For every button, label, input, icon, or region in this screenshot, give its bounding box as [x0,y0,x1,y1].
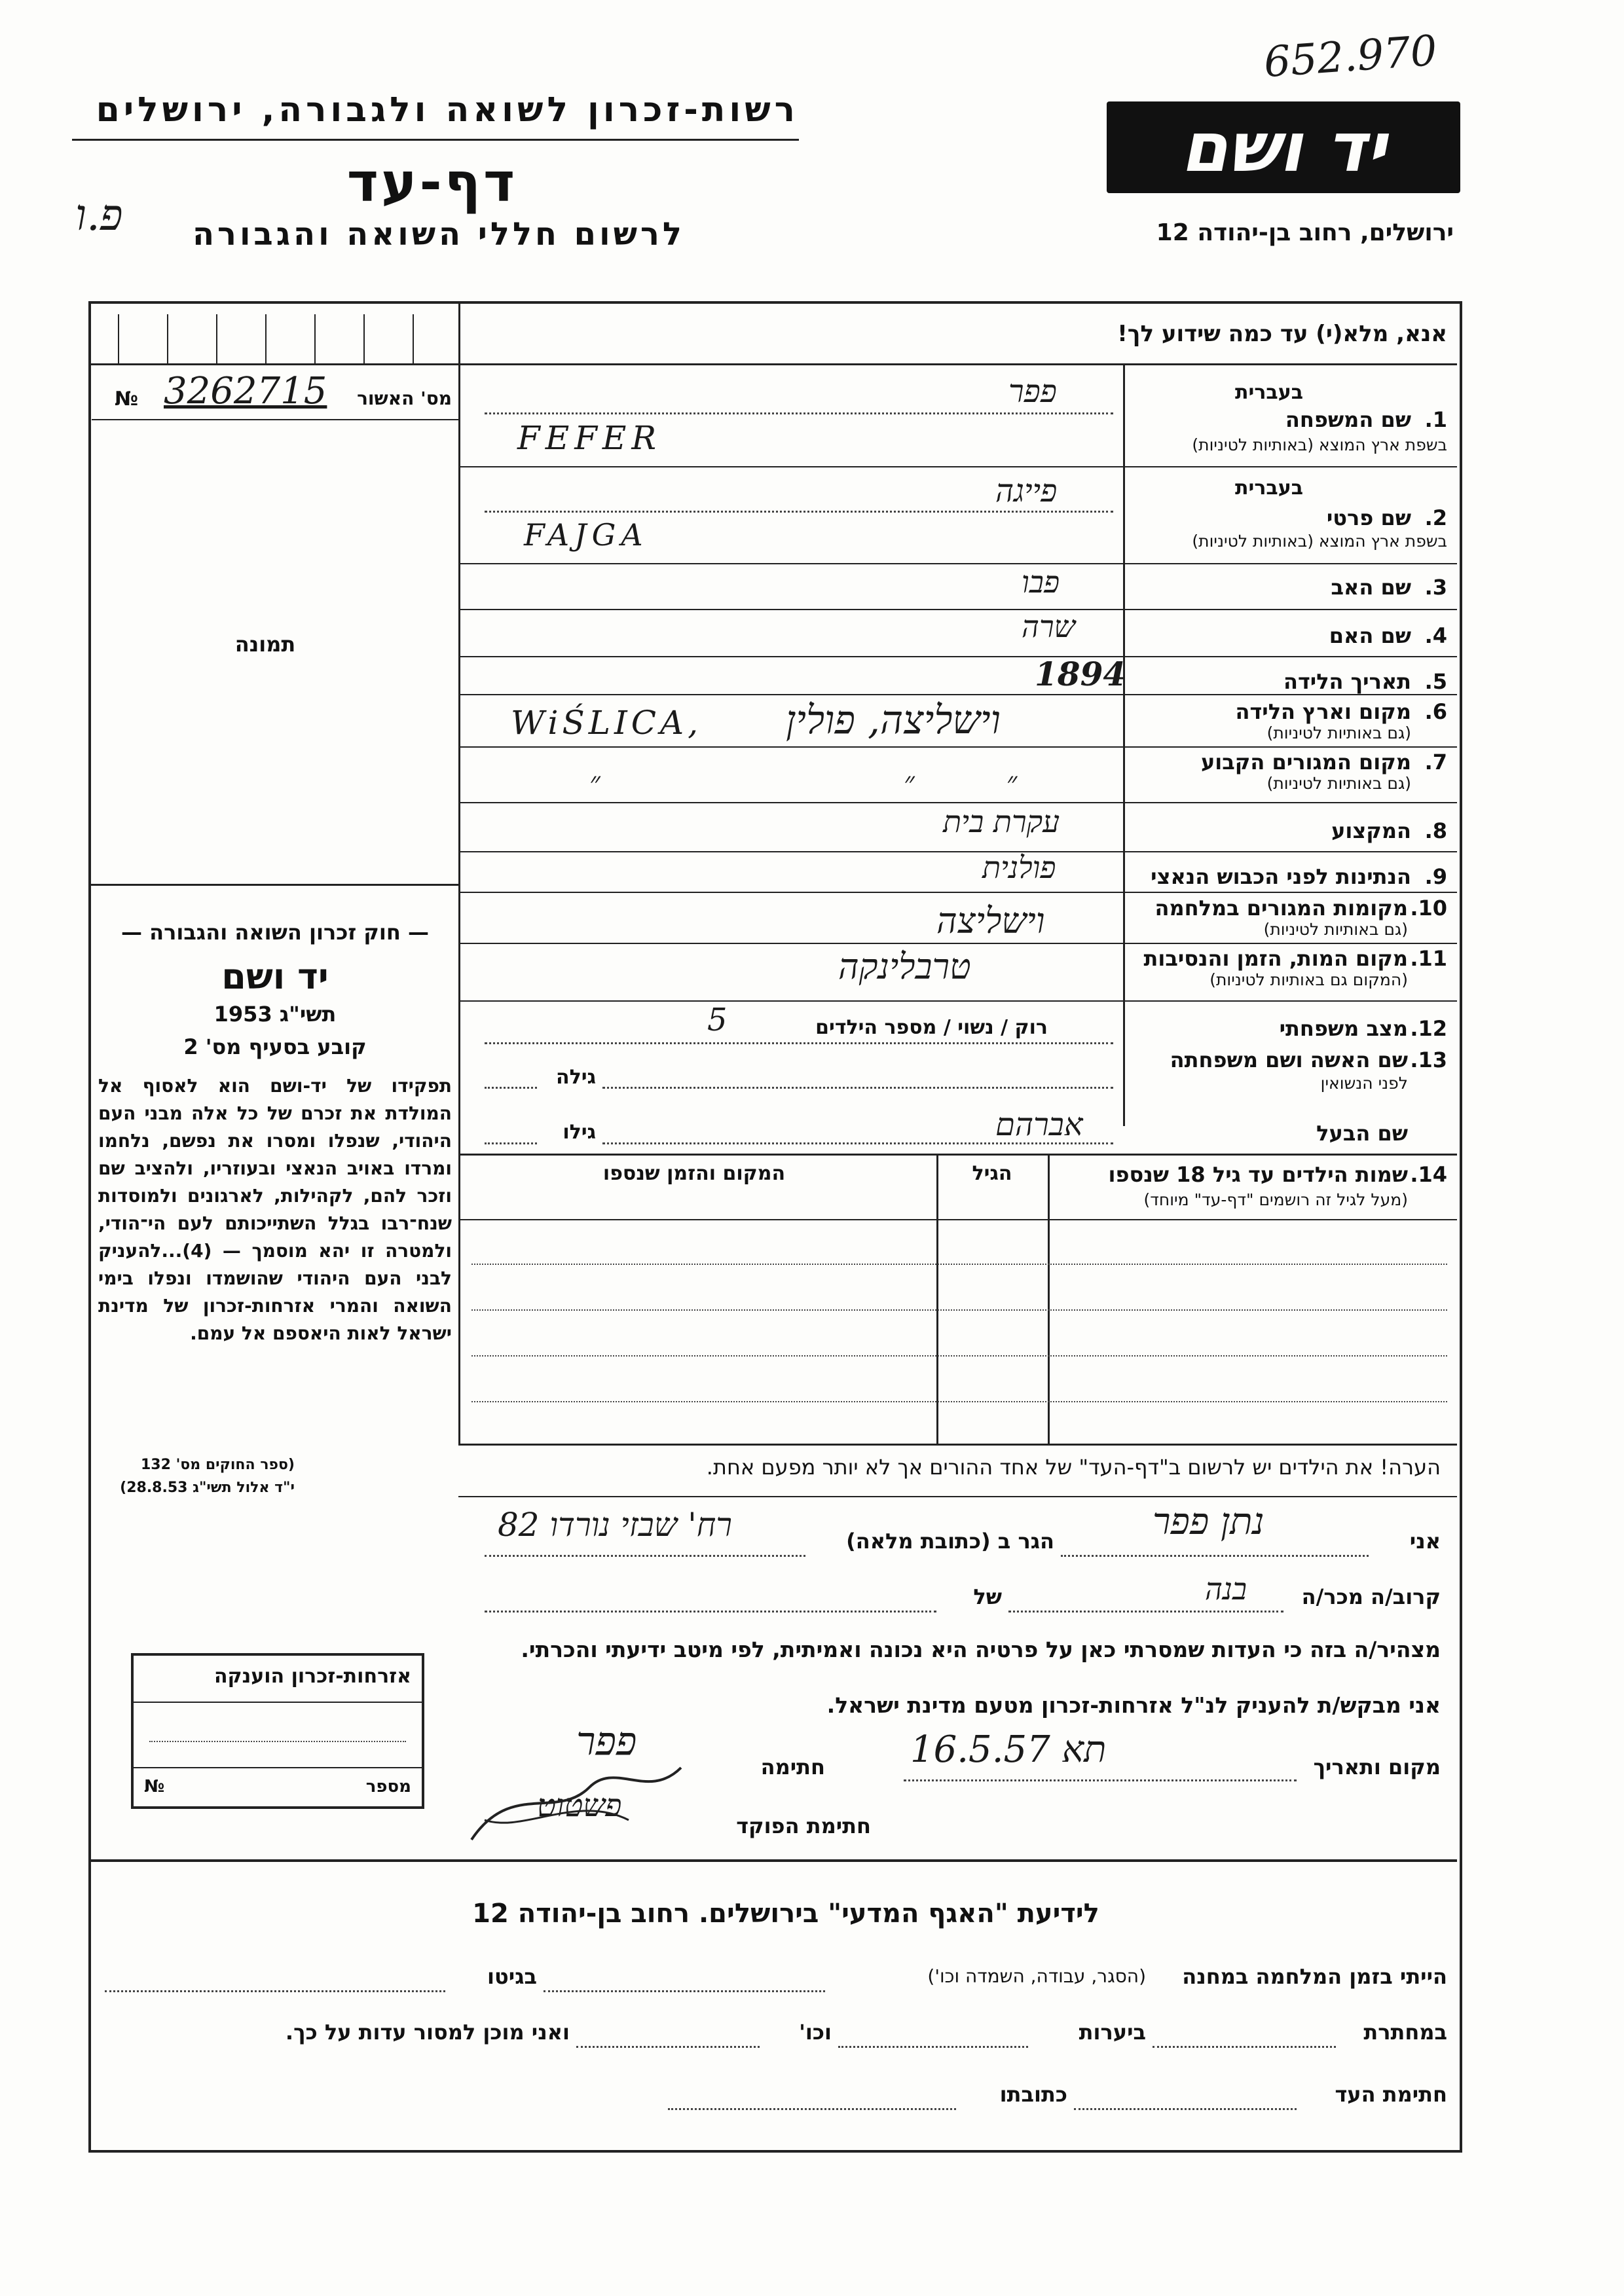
field2-sub: בשפת ארץ המוצא (באותיות לטיניות) [1192,532,1447,551]
field3-num: 3. [1424,575,1447,600]
yad-vashem-logo [1107,101,1460,193]
field14-sub: (מעל לגיל זה רושמים "דף-עד" מיוחד) [1143,1190,1408,1209]
field10-value: וישליצה [936,900,1045,941]
field1-label: שם המשפחה [1285,407,1411,432]
field10-sub: (גם באותיות לטיניות) [1263,920,1408,939]
field8-label: המקצוע [1331,818,1411,843]
relation-line [1008,1611,1283,1613]
col-place-header: המקום והזמן שנספו [602,1162,786,1185]
declarant-name-line [1061,1555,1369,1557]
footer-forests-line [838,2046,1028,2048]
request-text: אני מבקש/ת להעניק לנ"ל אזרחות-זכרון מטעם מדינת ישראל. [826,1692,1441,1718]
id-label: מס' האשור [357,388,452,409]
law-text: תפקידו של יד-ושם הוא לאסוף אל המולדת את זכרם של כל אלה מבני העם היהודי, שנפלו ומסרו את נפשם, נלחמו ומרדו באויב הנאצי ובעוזריו, ולהציב שם וזכר להם, לקהילות, לארגונים ולמוסדות שנח־רבו בגלל השתייכותם לעם הי־הודי, ולמטרה זו יהא מוסמך — (4)...להעניק לבני העם היהודי שהושמדו ונפלו בימי השואה והמרי אזרחות-זכרון של מדינת ישראל לאות היאספם אל עמם. [98,1075,452,1344]
footer-etc-label: וכו' [799,2020,832,2045]
citizenship-box-rule [134,1702,422,1703]
tick [314,314,316,363]
field11-rule [458,1000,1457,1002]
field13-label: שם האשה ושם משפחתה [1170,1048,1408,1072]
children-row-line [471,1401,1447,1402]
field7-label: מקום המגורים הקבוע [1200,750,1411,774]
shel-line [485,1611,936,1613]
field2-label: שם פרטי [1326,505,1411,530]
field13-line [602,1087,1113,1089]
field14-num: 14. [1410,1162,1447,1187]
law-name: יד ושם [221,956,329,997]
children-bottom-rule [458,1444,1457,1446]
instruction: אנא, מלא(י) עד כמה שידוע לך! [1117,321,1447,347]
field12-num: 12. [1410,1016,1447,1041]
field9-label: הנתינות לפני הכבוש הנאצי [1151,864,1411,889]
field6-label: מקום וארץ הלידה [1235,699,1411,724]
ani-label: אני [1409,1529,1441,1554]
children-row-line [471,1264,1447,1265]
place-date-value: תא 16.5.57 [910,1728,1107,1771]
field4-label: שם האם [1329,623,1411,648]
signature-scribble [458,1741,694,1853]
tick [265,314,267,363]
footer-rule [90,1859,1457,1862]
field4-value: שרה [1022,609,1076,644]
shel-label: של [973,1584,1002,1609]
field5-num: 5. [1424,669,1447,694]
field11-num: 11. [1410,946,1447,971]
field5-rule [458,694,1457,695]
field5-label: תאריך הלידה [1283,669,1411,694]
law-clause: קובע בסעיף מס' 2 [183,1034,367,1059]
footer-ghetto-line [105,1990,445,1992]
footer-camp-sub: (הסגר, עבודה, השמדה וכו') [927,1965,1146,1987]
field3-label: שם האב [1331,575,1411,600]
footer-title: לידיעת "האגף המדעי" בירושלים. רחוב בן-יהודה 12 [472,1899,1099,1929]
footer-underground-line [1153,2046,1336,2048]
children-row-line [471,1355,1447,1357]
field8-rule [458,851,1457,852]
address-line: ירושלים, רחוב בן-יהודה 12 [1156,219,1454,246]
field10-num: 10. [1410,896,1447,920]
field2-num: 2. [1424,505,1447,530]
field10-rule [458,943,1457,944]
field6-value: וישליצה, פולין [786,697,1001,743]
sidebar-section-line [90,884,458,886]
number-label: מספר [365,1777,411,1796]
relation-label: קרוב/ה מכר/ה [1301,1584,1441,1609]
field11-sub: (המקום גם באותיות לטיניות) [1209,970,1408,989]
husband-rule [458,1154,1457,1156]
col-age-header: הגיל [972,1162,1012,1185]
children-header-rule [458,1219,1457,1220]
address-line [485,1555,805,1557]
field2-rule [458,563,1457,564]
declarant-name: נתן פפר [1153,1501,1264,1543]
husband-age-line [485,1142,537,1144]
field13-age-line [485,1087,537,1089]
field1-sub: בשפת ארץ המוצא (באותיות לטיניות) [1192,435,1447,454]
husband-age-label: גילו [563,1121,596,1144]
law-year: תשי"ג 1953 [213,1002,337,1027]
field9-num: 9. [1424,864,1447,889]
officer-label: חתימת הפוקד [736,1813,871,1838]
footer-camp-line [544,1990,825,1992]
address-label: הגר ב (כתובת מלאה) [846,1529,1054,1554]
field6-num: 6. [1424,699,1447,724]
citizenship-blank-line [149,1741,406,1742]
photo-label: תמונה [234,632,296,657]
field7-sub: (גם באותיות לטיניות) [1266,774,1411,793]
field14-label: שמות הילדים עד גיל 18 שנספו [1108,1162,1408,1187]
field3-value: פבו [1022,564,1060,600]
children-row-line [471,1309,1447,1311]
law-ref-2: י"ד אלול תשי"ג 28.8.53) [120,1480,295,1496]
field4-rule [458,656,1457,657]
field13-age-label: גילה [556,1066,596,1089]
field4-num: 4. [1424,623,1447,648]
id-value: 3262715 [164,370,327,412]
footer-etc-line [576,2046,760,2048]
footer-address-line [668,2108,956,2110]
field12-label: מצב משפחתי [1279,1016,1408,1041]
archive-number: 652.970 [1262,26,1439,88]
field12-value: 5 [707,1002,728,1038]
field7-rule [458,802,1457,803]
footer-witness-sig-line [1074,2108,1297,2110]
footer-witness-sig-label: חתימת העד [1335,2082,1447,2107]
field12-line [485,1042,1113,1044]
labels-divider [1123,363,1125,1126]
husband-value: אברהם [995,1106,1083,1143]
field10-label: מקומות המגורים במלחמה [1154,896,1408,920]
field3-rule [458,609,1457,610]
form-subtitle: לרשום חללי השואה והגבורה [193,216,685,253]
number-symbol: № [144,1777,165,1796]
declaration-text: מצהיר/ה בזה כי העדות שמסרתי כאן על פרטיה היא נכונה ואמיתית, לפי מיטב ידיעתי והכרתי. [521,1637,1441,1662]
field13-num: 13. [1410,1048,1447,1072]
officer-value: פשטוט [537,1787,622,1824]
field2-lang: בעברית [1235,477,1303,500]
field7-value: ״ ״ [904,766,1018,799]
field2-value-latin: FAJGA [524,517,648,553]
place-date-label: מקום ותאריך [1313,1755,1441,1779]
footer-forests-label: ביערות [1079,2020,1146,2045]
field1-value-he: פפר [1008,373,1057,410]
tick [216,314,217,363]
tick-baseline [90,363,458,365]
husband-line [602,1142,1113,1144]
field5-value: 1894 [1035,655,1126,693]
field1-line-he [485,412,1113,414]
field2-value-he: פייגה [995,473,1058,509]
field1-lang: בעברית [1235,381,1303,404]
id-line [92,419,458,420]
field13-sub: לפני הנשואין [1320,1074,1408,1093]
footer-address-label: כתובתו [999,2082,1067,2107]
id-symbol: № [115,388,139,410]
form-title: דף-עד [346,152,518,214]
husband-label: שם הבעל [1316,1121,1408,1146]
field8-num: 8. [1424,818,1447,843]
citizenship-box [131,1653,424,1809]
footer-underground-label: במחתרת [1363,2020,1447,2045]
authority-line: רשות-זכרון לשואה ולגבורה, ירושלים [96,90,799,130]
footer-willing-text: ואני מוכן למסור עדות על כך. [285,2020,570,2045]
relation-value: בנה [1205,1571,1247,1607]
field11-value: טרבלינקה [838,946,971,987]
signature-label: חתימה [760,1755,825,1779]
field9-rule [458,892,1457,893]
field11-label: מקום המות, הזמן והנסיבות [1143,946,1408,971]
field9-value: פולנית [982,850,1056,885]
field1-rule [458,466,1457,467]
tick [118,314,119,363]
field7-value-latin: ״ [589,766,600,799]
citizenship-box-rule-2 [134,1767,422,1768]
note-text: הערה! את הילדים יש לרשום ב"דף-העד" של אחד ההורים אך לא יותר מפעם אחת. [706,1455,1441,1480]
authority-underline [72,139,799,141]
tick [413,314,414,363]
footer-camp-label: הייתי בזמן המלחמה במחנה [1182,1964,1447,1989]
signature-value: פפר [576,1719,637,1764]
field6-sub: (גם באותיות לטיניות) [1266,723,1411,742]
field1-num: 1. [1424,407,1447,432]
field8-value: עקרת בית [943,804,1060,839]
field2-line-he [485,511,1113,513]
law-title: — חוק זכרון השואה והגבורה — [121,920,429,945]
place-date-line [904,1779,1297,1781]
logo-text: יד ושם [1181,107,1386,187]
declarant-address: רח' שבזי נורדו 82 [498,1506,732,1544]
note-rule [458,1496,1457,1497]
margin-mark: פ.ו [75,190,123,240]
law-ref-1: (ספר החוקים מס' 132 [140,1457,295,1473]
tick [363,314,365,363]
footer-ghetto-label: בגיטו [487,1964,537,1989]
field7-num: 7. [1424,750,1447,774]
field6-value-latin: WiŚLICA, [511,704,702,742]
field6-rule [458,746,1457,748]
citizenship-box-title: אזרחות-זכרון הוענקה [213,1665,411,1688]
sidebar-divider [458,301,460,1444]
tick [167,314,168,363]
field1-value-latin: FEFER [517,419,662,457]
instruction-rule [458,363,1457,365]
field12-suffix: רוק / נשוי / מספר הילדים [815,1016,1048,1039]
